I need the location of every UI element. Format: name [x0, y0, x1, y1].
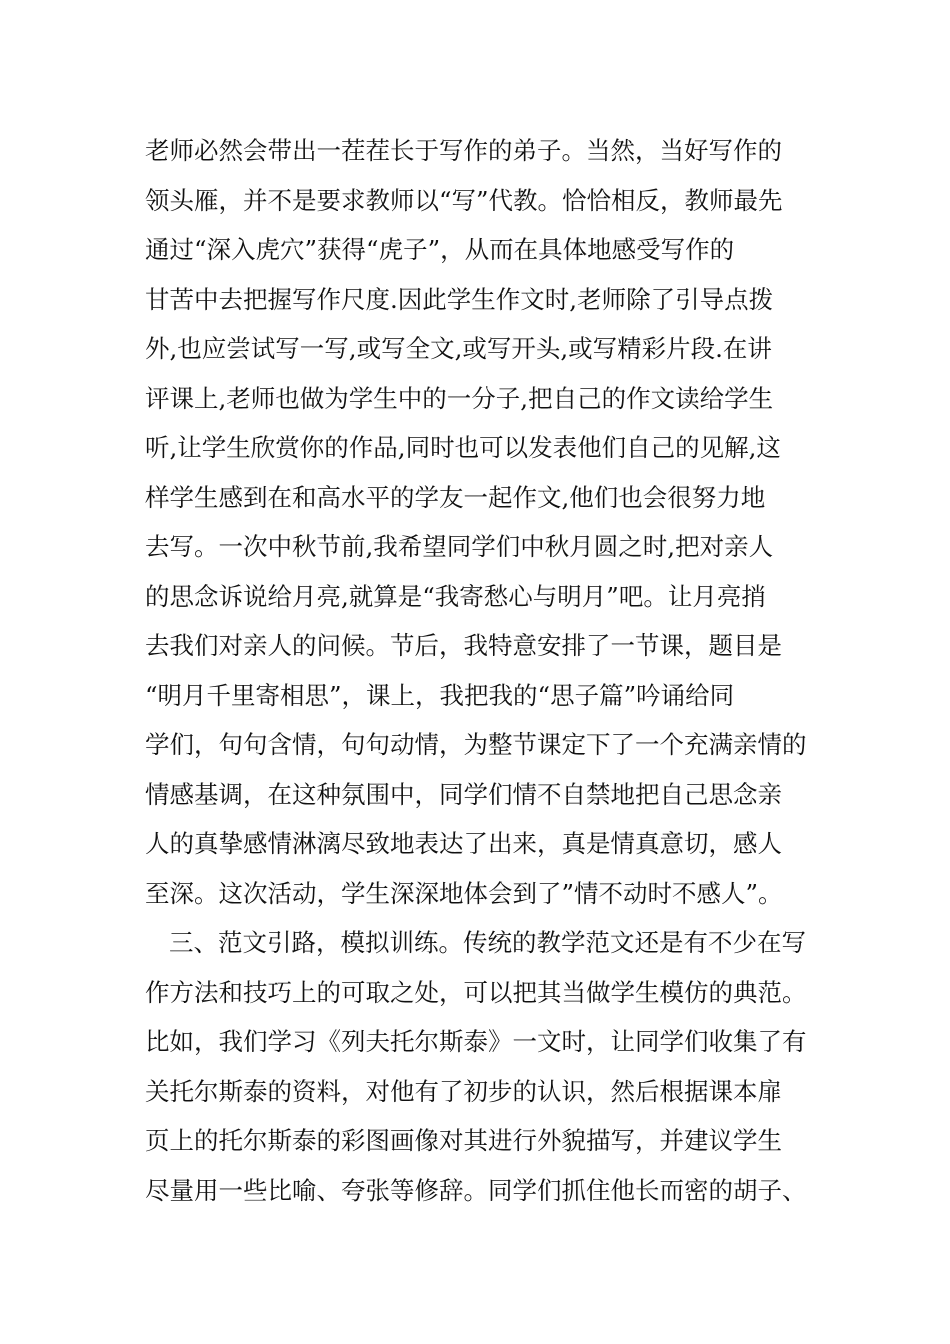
- text-line: 去我们对亲人的问候。节后，我特意安排了一节课，题目是: [145, 631, 782, 660]
- text-line: 的思念诉说给月亮,就算是“我寄愁心与明月”吧。让月亮捎: [145, 581, 766, 611]
- text-line: 外,也应尝试写一写,或写全文,或写开头,或写精彩片段.在讲: [145, 334, 772, 363]
- text-line: 学们，句句含情，句句动情，为整节课定下了一个充满亲情的: [145, 730, 807, 759]
- text-line: 页上的托尔斯泰的彩图画像对其进行外貌描写，并建议学生: [145, 1126, 782, 1155]
- text-line: “明月千里寄相思”，课上，我把我的“思子篇”吟诵给同: [145, 680, 735, 710]
- text-line: 甘苦中去把握写作尺度.因此学生作文时,老师除了引导点拨: [145, 284, 774, 314]
- text-line: 评课上,老师也做为学生中的一分子,把自己的作文读给学生: [145, 383, 774, 413]
- body-text: [145, 126, 815, 1215]
- paragraph-start-line: 三、范文引路，模拟训练。传统的教学范文还是有不少在写: [169, 928, 806, 957]
- text-line: 听,让学生欣赏你的作品,同时也可以发表他们自己的见解,这: [145, 433, 781, 462]
- text-line: 老师必然会带出一茬茬长于写作的弟子。当然，当好写作的: [145, 136, 782, 165]
- text-line: 样学生感到在和高水平的学友一起作文,他们也会很努力地: [145, 482, 766, 512]
- text-line: 尽量用一些比喻、夸张等修辞。同学们抓住他长而密的胡子、: [145, 1175, 807, 1205]
- text-line: 去写。一次中秋节前,我希望同学们中秋月圆之时,把对亲人: [145, 532, 774, 561]
- text-line: 至深。这次活动，学生深深地体会到了”情不动时不感人”。: [145, 878, 783, 908]
- text-line: 作方法和技巧上的可取之处，可以把其当做学生模仿的典范。: [145, 977, 807, 1007]
- text-line: 比如，我们学习《列夫托尔斯泰》一文时，让同学们收集了有: [145, 1027, 807, 1056]
- text-line: 关托尔斯泰的资料，对他有了初步的认识，然后根据课本扉: [145, 1076, 782, 1106]
- text-line: 领头雁，并不是要求教师以“写”代教。恰恰相反，教师最先: [145, 185, 783, 215]
- text-line: 通过“深入虎穴”获得“虎子”，从而在具体地感受写作的: [145, 235, 735, 264]
- text-line: 人的真挚感情淋漓尽致地表达了出来，真是情真意切，感人: [145, 829, 782, 858]
- text-line: 情感基调，在这种氛围中，同学们情不自禁地把自己思念亲: [145, 779, 782, 809]
